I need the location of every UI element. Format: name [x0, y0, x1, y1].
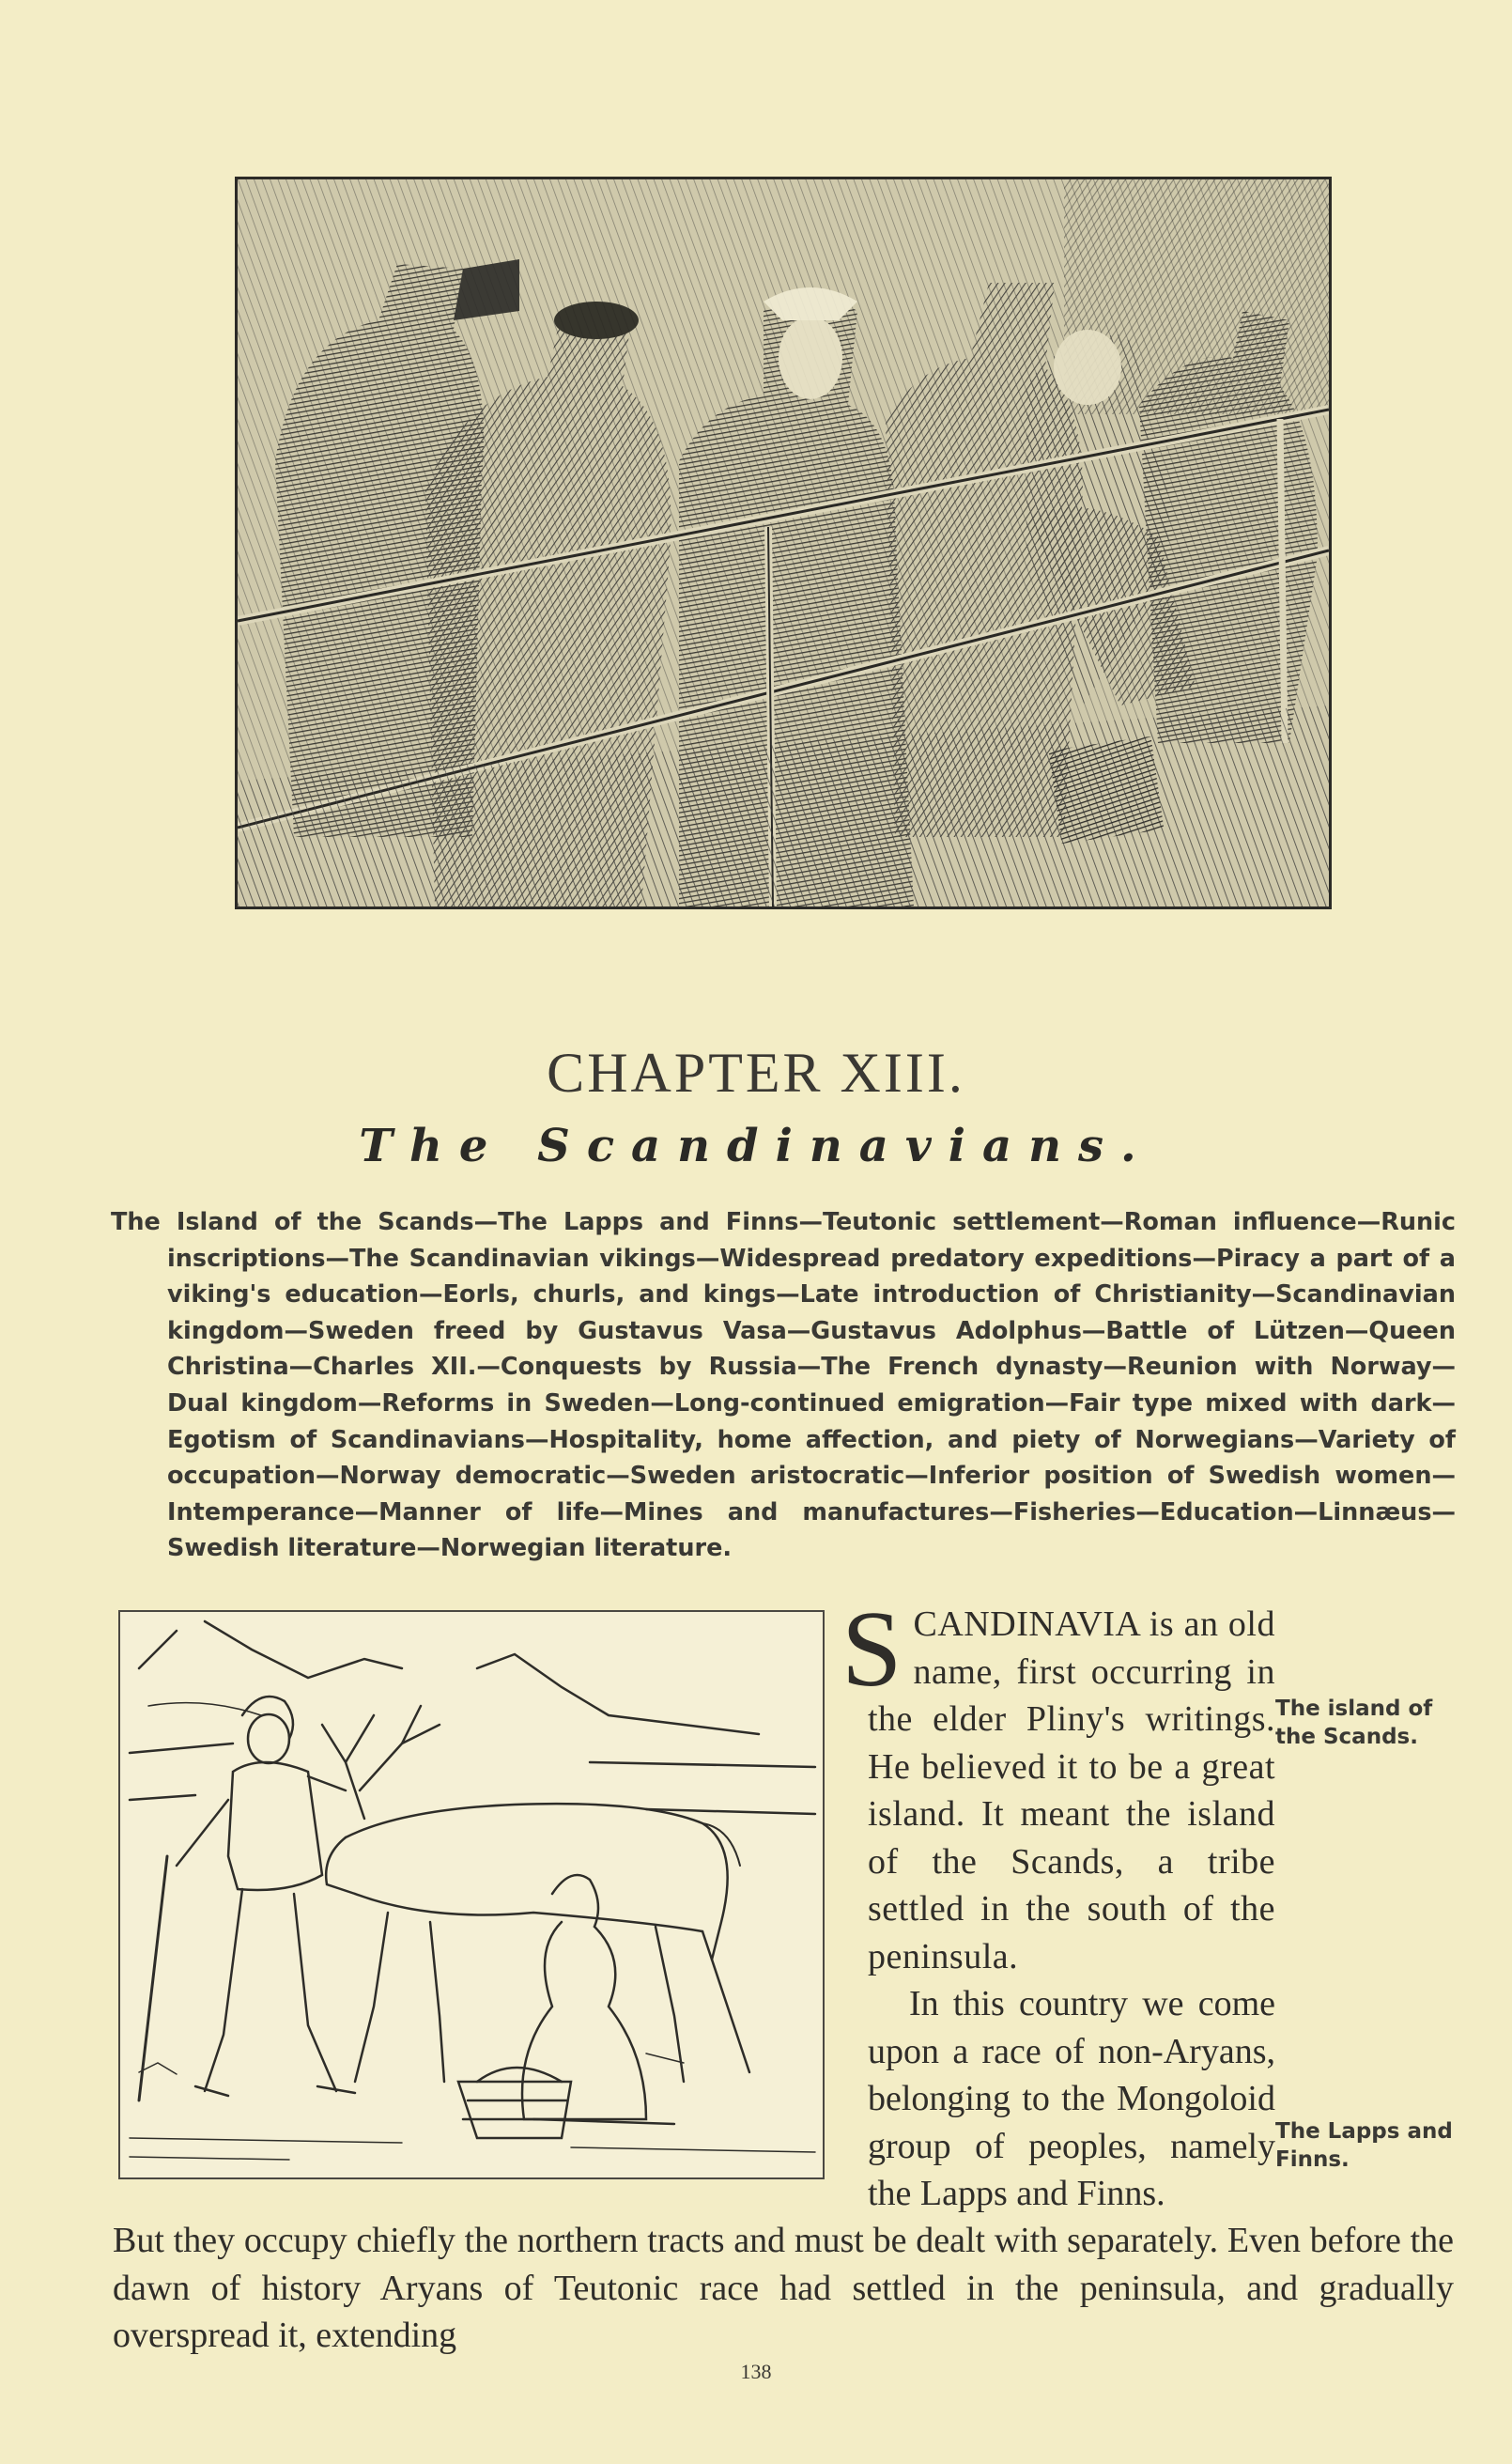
- marginal-note-island: The island of the Scands.: [1275, 1697, 1433, 1749]
- paragraph-2: In this country we come upon a race of non-Aryans, belonging to the Mongoloid group of peoples, namely the Lapps and Finns.: [868, 1984, 1275, 2213]
- drop-cap: S: [841, 1589, 903, 1710]
- chapter-summary: The Island of the Scands—The Lapps and Finns—Teutonic settlement—Roman influence—Runic inscriptions—The Scandinavian vikings—Widespread predatory expeditions—Piracy a part of a viking's education—Eorls, churls, and kings—Late introduction of Christianity—Scandinavian kingdom—Sweden freed by Gustavus Vasa—Gustavus Adolphus—Battle of Lützen—Queen Christina—Charles XII.—Conquests by Russia—The French dynasty—Reunion with Norway—Dual kingdom—Reforms in Sweden—Long-continued emigration—Fair type mixed with dark—Egotism of Scandinavians—Hospitality, home affection, and piety of Norwegians—Variety of occupation—Norway democratic—Sweden aristocratic—Inferior position of Swedish women—Intemperance—Manner of life—Mines and manufactures—Fisheries—Education—Linnæus—Swedish literature—Norwegian literature.: [111, 1208, 1456, 1563]
- engraving-lapps-with-reindeer: [118, 1610, 825, 2179]
- page-number: 138: [740, 2360, 772, 2383]
- paragraph-2-continued: But they occupy chiefly the northern tracts and must be dealt with separately. Even before the dawn of history Aryans of Teutonic race had settled in the peninsula, and gradually overspread it, extending: [113, 2221, 1454, 2355]
- chapter-subtitle: The Scandinavians.: [359, 1120, 1153, 1172]
- paragraph-1: CANDINAVIA is an old name, first occurring in the elder Pliny's writings. He believed it to be a great island. It meant the island of the Scands, a tribe settled in the south of the peninsula.: [868, 1604, 1275, 1976]
- engraving-crowd-at-railing: [235, 177, 1332, 909]
- body-column-text: [841, 1589, 1454, 2218]
- marginal-note-lapps: The Lapps and Finns.: [1275, 2119, 1453, 2172]
- chapter-title: CHAPTER XIII.: [547, 1042, 965, 1104]
